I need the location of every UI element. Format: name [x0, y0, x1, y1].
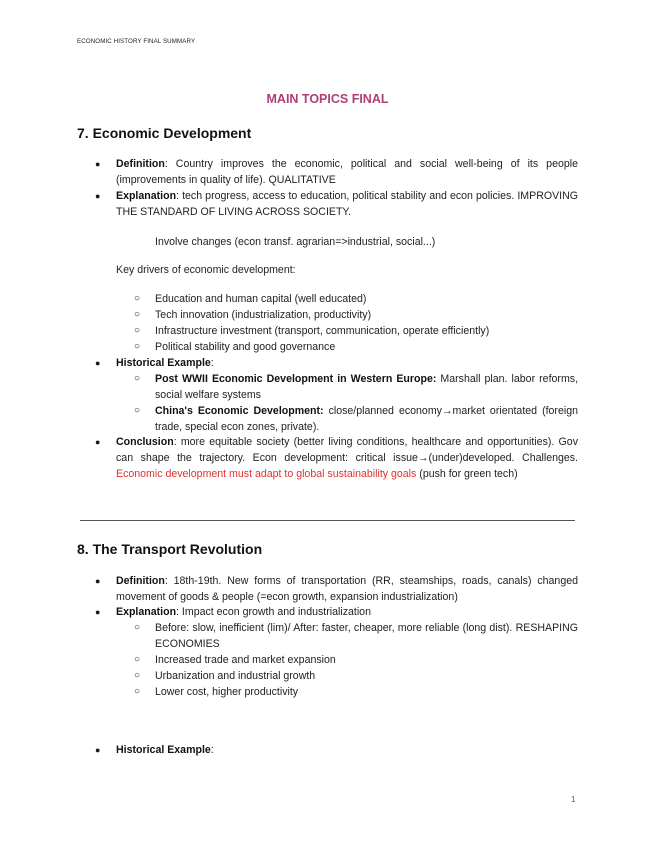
bullet-icon: ● [95, 576, 101, 586]
circle-bullet-icon: ○ [134, 654, 141, 665]
definition-text: : 18th-19th. New forms of transportation (RR, steamships, roads, canals) changed movement of goods & people (=econ growth, expansion industrialization) [116, 575, 578, 603]
example-text: close/planned economy→market orientated (foreign trade, special econ zones, private). [155, 405, 578, 433]
conclusion-term: Conclusion [116, 436, 174, 448]
explanation-text: : tech progress, access to education, political stability and econ policies. IMPROVING THE STANDARD OF LIVING ACROSS SOCIETY. [116, 190, 578, 218]
circle-bullet-icon: ○ [134, 293, 141, 304]
example-title: Post WWII Economic Development in Western Europe: [155, 373, 437, 385]
transport-point: Urbanization and industrial growth [155, 670, 316, 682]
circle-bullet-icon: ○ [134, 405, 141, 416]
page-number: 1 [571, 795, 576, 804]
circle-bullet-icon: ○ [134, 622, 141, 633]
bullet-icon: ● [95, 358, 101, 368]
definition-term: Definition [116, 158, 165, 170]
conclusion-text: : more equitable society (better living conditions, healthcare and opportunities). Gov can shape the trajectory. Econ development: critical issue→(under)developed. Challenges. [116, 436, 578, 464]
definition-text: : Country improves the economic, political and social well-being of its people (improvements in quality of life). QUALITATIVE [116, 158, 578, 186]
section-heading-economic-development: 7. Economic Development [77, 125, 252, 141]
historical-colon: : [210, 744, 214, 756]
historical-term: Historical Example [116, 357, 211, 369]
definition-term: Definition [116, 575, 165, 587]
example-text: Marshall plan. labor reforms, social welfare systems [155, 373, 579, 401]
driver-item: Political stability and good governance [155, 341, 336, 353]
conclusion-tail: (push for green tech) [416, 468, 518, 480]
section-divider [80, 520, 575, 521]
circle-bullet-icon: ○ [134, 670, 141, 681]
example-item [155, 371, 578, 403]
section-heading-transport-revolution: 8. The Transport Revolution [77, 541, 263, 557]
bullet-icon: ● [95, 607, 101, 617]
explanation-item [116, 188, 578, 220]
circle-bullet-icon: ○ [134, 686, 141, 697]
bullet-icon: ● [95, 159, 101, 169]
circle-bullet-icon: ○ [134, 341, 141, 352]
driver-item: Tech innovation (industrialization, productivity) [155, 309, 372, 321]
conclusion-item [116, 434, 578, 482]
transport-point: Lower cost, higher productivity [155, 686, 299, 698]
explanation-item [116, 604, 371, 620]
bullet-icon: ● [95, 745, 101, 755]
definition-item [116, 156, 578, 188]
bullet-icon: ● [95, 191, 101, 201]
transport-point: Before: slow, inefficient (lim)/ After: faster, cheaper, more reliable (long dist). RESHAPING ECONOMIES [155, 622, 578, 650]
definition-item [116, 573, 578, 605]
involve-note: Involve changes (econ transf. agrarian=>industrial, social...) [155, 236, 436, 248]
explanation-text: : Impact econ growth and industrialization [176, 606, 371, 618]
bullet-icon: ● [95, 437, 101, 447]
circle-bullet-icon: ○ [134, 373, 141, 384]
historical-example-label [116, 742, 214, 758]
transport-point: Increased trade and market expansion [155, 654, 336, 666]
example-item [155, 403, 578, 435]
circle-bullet-icon: ○ [134, 309, 141, 320]
historical-colon: : [210, 357, 214, 369]
driver-item: Infrastructure investment (transport, communication, operate efficiently) [155, 325, 490, 337]
main-title: MAIN TOPICS FINAL [266, 92, 389, 106]
historical-example-label [116, 355, 214, 371]
explanation-term: Explanation [116, 190, 177, 202]
document-header: ECONOMIC HISTORY FINAL SUMMARY [77, 38, 196, 45]
example-title: China's Economic Development: [155, 405, 324, 417]
historical-term: Historical Example [116, 744, 211, 756]
conclusion-highlight: Economic development must adapt to global sustainability goals [116, 468, 417, 480]
drivers-intro: Key drivers of economic development: [116, 264, 296, 276]
circle-bullet-icon: ○ [134, 325, 141, 336]
explanation-term: Explanation [116, 606, 177, 618]
driver-item: Education and human capital (well educated) [155, 293, 367, 305]
